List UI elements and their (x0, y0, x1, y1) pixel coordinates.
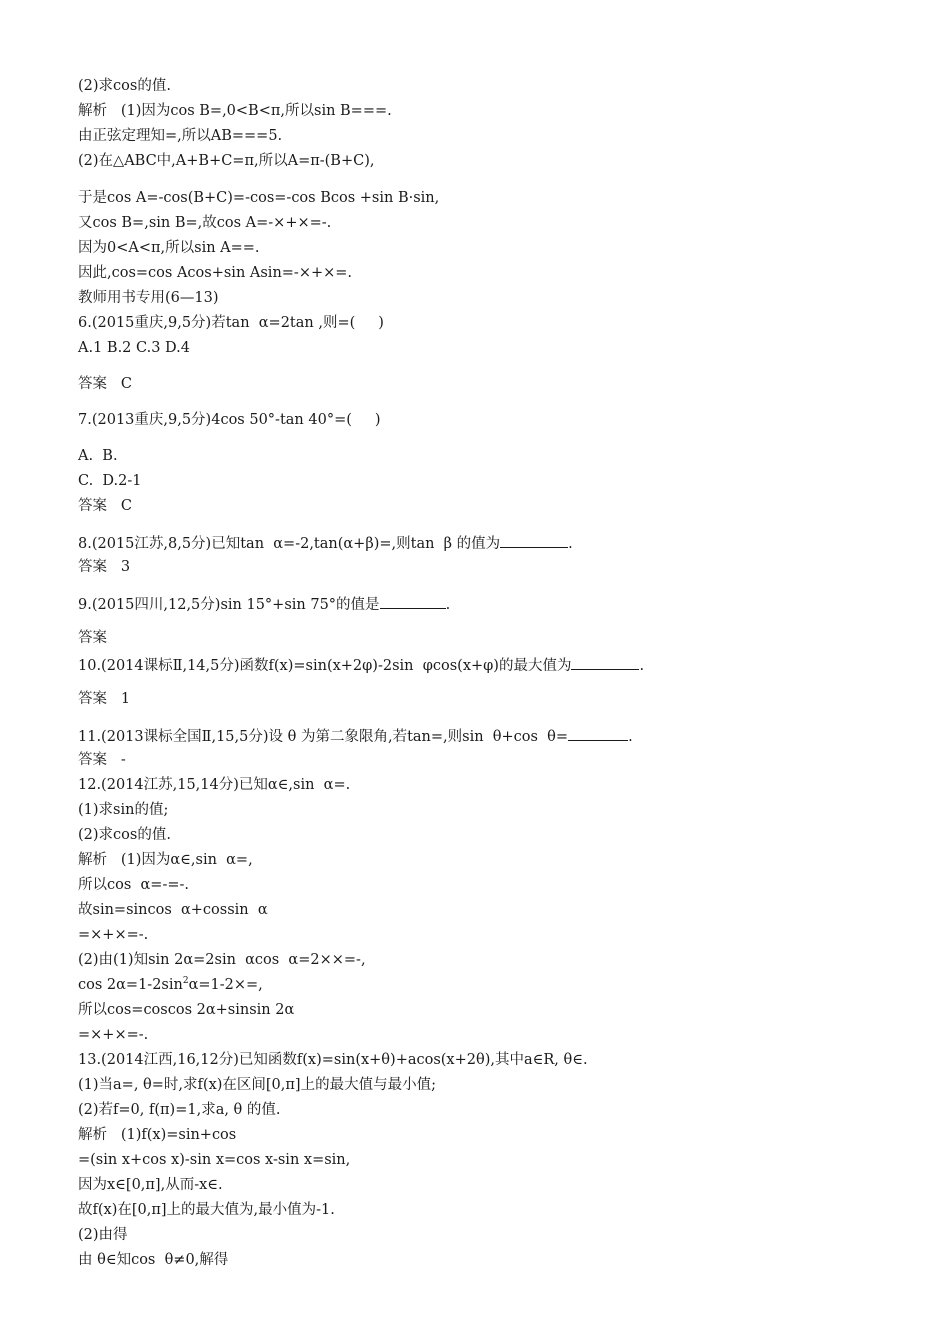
line-text: (1)当a=, θ=时,求f(x)在区间[0,π]上的最大值与最小值; (78, 1077, 436, 1093)
text-line (78, 1226, 128, 1244)
line-text: 13.(2014江西,16,12分)已知函数f(x)=sin(x+θ)+acos(x+2θ),其中a∈R, θ∈. (78, 1052, 588, 1068)
line-text: 解析 (1)f(x)=sin+cos (78, 1127, 237, 1143)
text-line (78, 472, 141, 490)
line-text: 又cos B=,sin B=,故cos A=-×+×=-. (78, 215, 332, 231)
line-text: (2)求cos的值. (78, 78, 171, 94)
line-text: 因为x∈[0,π],从而-x∈. (78, 1177, 223, 1193)
line-text: 答案 C (78, 376, 132, 392)
line-text: 由正弦定理知=,所以AB===5. (78, 128, 283, 144)
text-line (78, 976, 263, 994)
line-text: 故sin=sincos α+cossin α (78, 902, 268, 918)
answer-blank (380, 594, 446, 609)
text-line (78, 152, 374, 170)
line-text: A. B. (78, 448, 118, 464)
line-text: 答案 (78, 630, 107, 646)
text-line (78, 1076, 436, 1094)
line-text: 所以cos α=-=-. (78, 877, 190, 893)
line-text: 11.(2013课标全国Ⅱ,15,5分)设 θ 为第二象限角,若tan=,则sin θ+cos θ= (78, 729, 569, 745)
text-line (78, 926, 148, 944)
line-text-after: . (639, 658, 645, 674)
text-line (78, 189, 439, 207)
text-line (78, 951, 366, 969)
line-text: =×+×=-. (78, 927, 149, 943)
line-text: (2)若f=0, f(π)=1,求a, θ 的值. (78, 1102, 281, 1118)
answer-blank (568, 726, 628, 741)
line-text: 解析 (1)因为α∈,sin α=, (78, 852, 253, 868)
line-text: (2)求cos的值. (78, 827, 171, 843)
line-text: 所以cos=coscos 2α+sinsin 2α (78, 1002, 295, 1018)
text-line (78, 751, 126, 769)
text-line (78, 289, 219, 307)
line-text: (1)求sin的值; (78, 802, 169, 818)
text-line (78, 1001, 294, 1019)
line-text-after: . (568, 536, 573, 552)
line-text: 6.(2015重庆,9,5分)若tan α=2tan ,则=( ) (78, 315, 384, 331)
text-line (78, 1051, 588, 1069)
text-line (78, 801, 168, 819)
line-text: 因此,cos=cos Acos+sin Asin=-×+×=. (78, 265, 353, 281)
line-text-rest: α=1-2×=, (188, 977, 263, 993)
text-line (78, 264, 352, 282)
text-line (78, 690, 130, 708)
text-line (78, 876, 189, 894)
line-text: =(sin x+cos x)-sin x=cos x-sin x=sin, (78, 1152, 351, 1168)
line-text: (2)在△ABC中,A+B+C=π,所以A=π-(B+C), (78, 153, 375, 169)
text-line (78, 1176, 223, 1194)
line-text: 答案 1 (78, 691, 131, 707)
text-line (78, 776, 350, 794)
text-line (78, 533, 573, 553)
line-text-after: . (628, 729, 633, 745)
text-line (78, 1101, 281, 1119)
line-text: 故f(x)在[0,π]上的最大值为,最小值为-1. (78, 1202, 335, 1218)
line-text: 9.(2015四川,12,5分)sin 15°+sin 75°的值是 (78, 597, 380, 613)
text-line (78, 594, 450, 614)
line-text: 答案 - (78, 752, 126, 768)
text-line (78, 339, 190, 357)
line-text: 8.(2015江苏,8,5分)已知tan α=-2,tan(α+β)=,则tan β 的值为 (78, 536, 501, 552)
text-line (78, 901, 268, 919)
text-line (78, 102, 392, 120)
text-line (78, 558, 130, 576)
text-line (78, 375, 132, 393)
line-text: (2)由(1)知sin 2α=2sin αcos α=2××=-, (78, 952, 366, 968)
text-line (78, 726, 633, 746)
line-text: 10.(2014课标Ⅱ,14,5分)函数f(x)=sin(x+2φ)-2sin φcos(x+φ)的最大值为 (78, 658, 572, 674)
text-line (78, 826, 171, 844)
line-text: cos 2α=1-2sin (78, 977, 183, 993)
text-line (78, 629, 107, 647)
text-line (78, 1026, 148, 1044)
line-text: 7.(2013重庆,9,5分)4cos 50°-tan 40°=( ) (78, 412, 381, 428)
line-text: 答案 C (78, 498, 132, 514)
superscript: 2 (182, 976, 189, 987)
line-text-after: . (445, 597, 451, 613)
text-line (78, 1251, 228, 1269)
line-text: 由 θ∈知cos θ≠0,解得 (78, 1252, 229, 1268)
line-text: 因为0<A<π,所以sin A==. (78, 240, 260, 256)
text-line (78, 127, 282, 145)
line-text: 答案 3 (78, 559, 131, 575)
line-text: =×+×=-. (78, 1027, 149, 1043)
line-text: (2)由得 (78, 1227, 128, 1243)
answer-blank (571, 655, 639, 670)
text-line (78, 497, 132, 515)
text-line (78, 214, 331, 232)
line-text: 于是cos A=-cos(B+C)=-cos=-cos Bcos +sin B·sin, (78, 190, 440, 206)
text-line (78, 411, 381, 429)
text-line (78, 655, 644, 675)
answer-blank (500, 533, 568, 548)
line-text: 12.(2014江苏,15,14分)已知α∈,sin α=. (78, 777, 351, 793)
text-line (78, 1126, 236, 1144)
line-text: 教师用书专用(6—13) (78, 290, 219, 306)
text-line (78, 1151, 350, 1169)
text-line (78, 851, 253, 869)
text-line (78, 314, 384, 332)
text-line (78, 77, 171, 95)
line-text: C. D.2-1 (78, 473, 142, 489)
line-text: A.1 B.2 C.3 D.4 (78, 340, 190, 356)
text-line (78, 239, 260, 257)
line-text: 解析 (1)因为cos B=,0<B<π,所以sin B===. (78, 103, 392, 119)
text-line (78, 1201, 335, 1219)
text-line (78, 447, 118, 465)
